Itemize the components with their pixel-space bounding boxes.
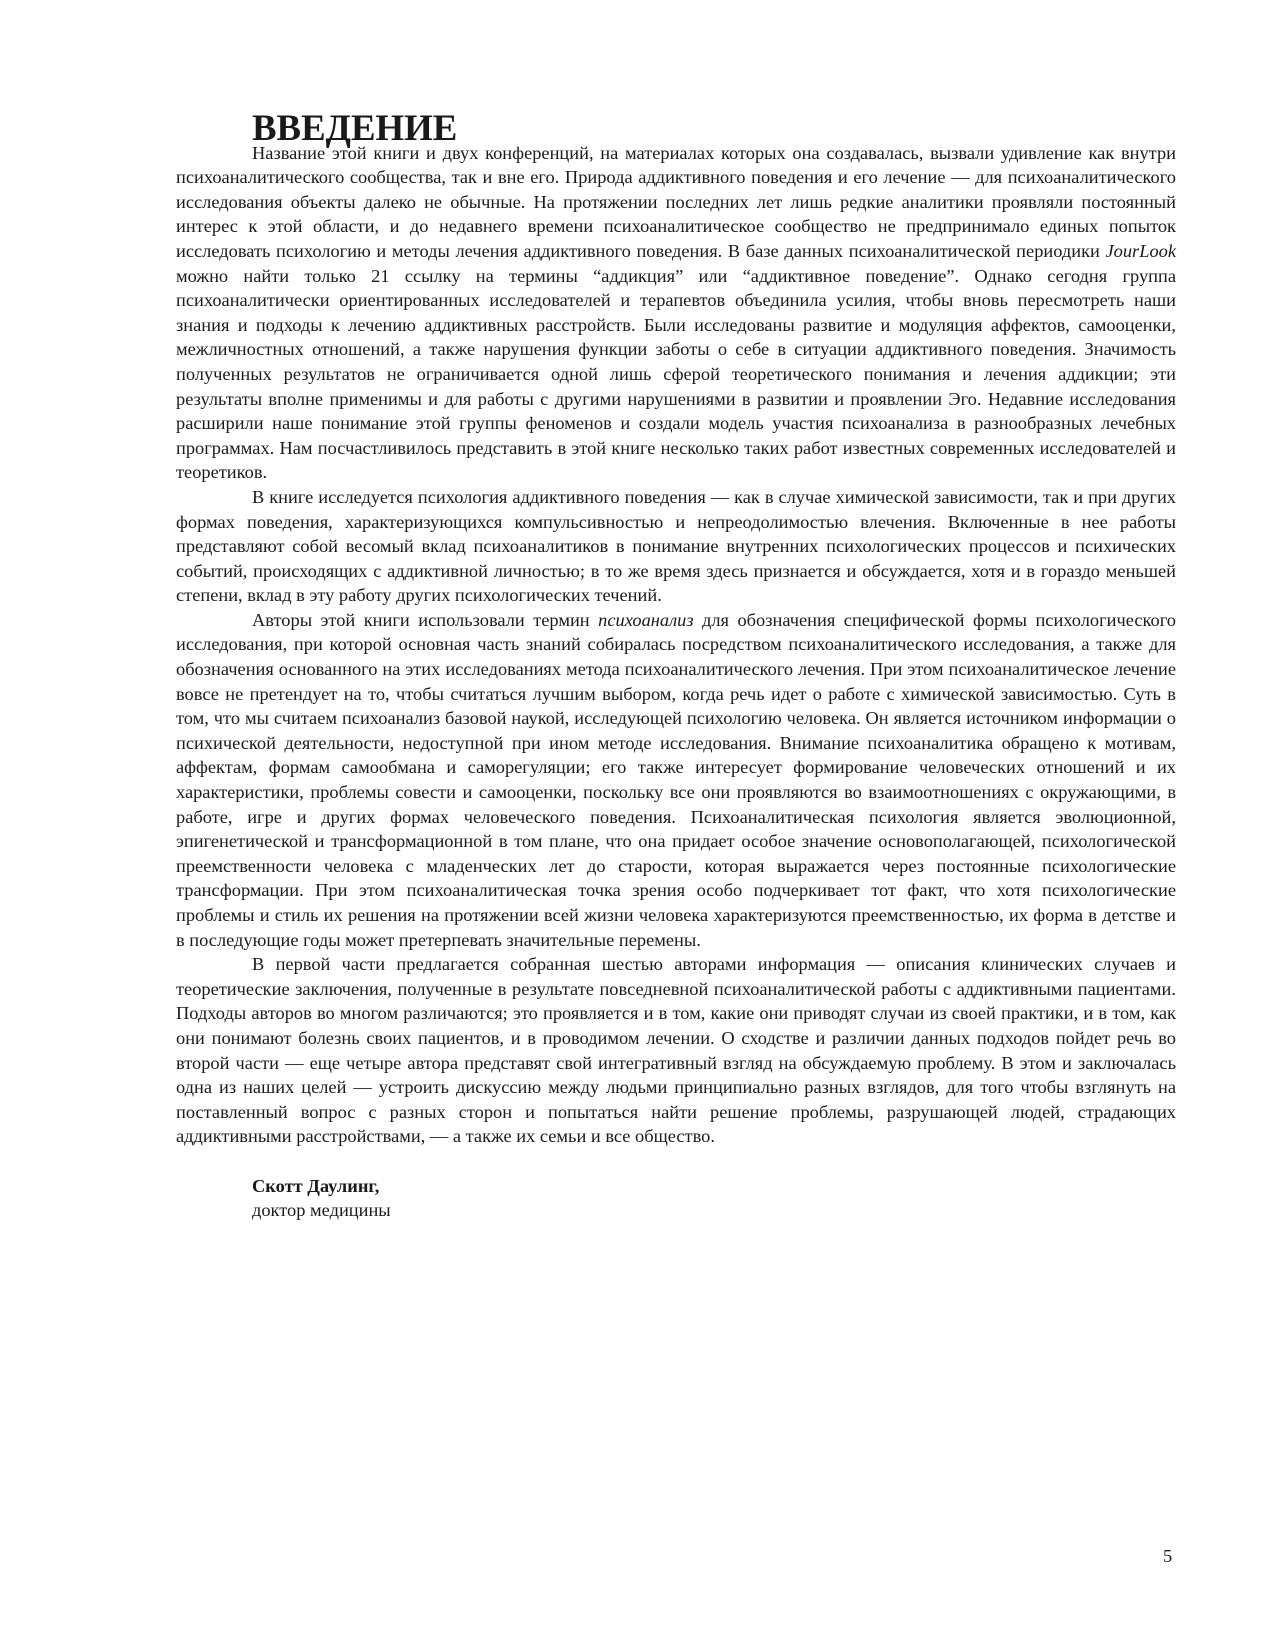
paragraph-text: В первой части предлагается собранная шестью авторами информация — описания клинических случаев и теоретические заключения, полученные в результате повседневной психоаналитической работы с аддиктивными пациентами. Подходы авторов во многом различаются; это проявляется и в том, какие они приводят случаи из своей практики, и в том, как они понимают болезнь своих пациентов, и в проводимом лечении. О сходстве и различии данных подходов пойдет речь во второй части — еще четыре автора представят свой интегративный взгляд на обсуждаемую проблему. В этом и заключалась одна из наших целей — устроить дискуссию между людьми принципиально разных взглядов, для того чтобы взглянуть на поставленный вопрос с разных сторон и попытаться найти решение проблемы, разрушающей людей, страдающих аддиктивными расстройствами, — а также их семьи и все общество. bbox=[176, 954, 1176, 1147]
paragraph-2 bbox=[176, 485, 1176, 608]
paragraph-text: Название этой книги и двух конференций, на материалах которых она создавалась, вызвали удивление как внутри психоаналитического сообщества, так и вне его. Природа аддиктивного поведения и его лечение — для психоаналитического исследования объекты далеко не обычные. На протяжении последних лет лишь редкие аналитики проявляли постоянный интерес к этой области, и до недавнего времени психоаналитическое сообщество не предпринимало единых попыток исследовать психологию и методы лечения аддиктивного поведения. В базе данных психоаналитической периодики bbox=[176, 142, 1176, 261]
paragraph-text: В книге исследуется психология аддиктивного поведения — как в случае химической зависимости, так и при других формах поведения, характеризующихся компульсивностью и непреодолимостью влечения. Включенные в нее работы представляют собой весомый вклад психоаналитиков в понимание внутренних психологических процессов и психических событий, происходящих с аддиктивной личностью; в то же время здесь признается и обсуждается, хотя и в гораздо меньшей степени, вклад в эту работу других психологических течений. bbox=[176, 486, 1176, 606]
paragraph-3 bbox=[176, 608, 1176, 952]
italic-term-psychoanalysis: психоанализ bbox=[598, 609, 694, 630]
paragraph-text: можно найти только 21 ссылку на термины “аддикция” или “аддиктивное поведение”. Однако сегодня группа психоаналитически ориентированных исследователей и терапевтов объединила усилия, чтобы вновь пересмотреть наши знания и подходы к лечению аддиктивных расстройств. Были исследованы развитие и модуляция аффектов, самооценки, межличностных отношений, а также нарушения функции заботы о себе в ситуации аддиктивного поведения. Значимость полученных результатов не ограничивается одной лишь сферой теоретического понимания и лечения аддикции; эти результаты вполне применимы и для работы с другими нарушениями в развитии и проявлении Эго. Недавние исследования расширили наше понимание этой группы феноменов и создали модель участия психоанализа в разнообразных лечебных программах. Нам посчастливилось представить в этой книге несколько таких работ известных современных исследователей и теоретиков. bbox=[176, 265, 1176, 483]
page-number: 5 bbox=[1163, 1546, 1173, 1566]
author-name: Скотт Даулинг, bbox=[252, 1175, 380, 1196]
paragraph-text: для обозначения специфической формы психологического исследования, при которой основная часть знаний собиралась посредством психоаналитического исследования, а также для обозначения основанного на этих исследованиях метода психоаналитического лечения. При этом психоаналитическое лечение вовсе не претендует на то, чтобы считаться лучшим выбором, когда речь идет о работе с химической зависимостью. Суть в том, что мы считаем психоанализ базовой наукой, исследующей психологию человека. Он является источником информации о психической деятельности, недоступной при ином методе исследования. Внимание психоаналитика обращено к мотивам, аффектам, формам самообмана и саморегуляции; его также интересует формирование человеческих отношений и их характеристики, проблемы совести и самооценки, поскольку все они проявляются во взаимоотношениях с окружающими, в работе, игре и других формах человеческого поведения. Психоаналитическая психология является эволюционной, эпигенетической и трансформационной в том плане, что она придает особое значение основополагающей, психологической преемственности человека с младенческих лет до старости, которая выражается через постоянные психологические трансформации. При этом психоаналитическая точка зрения особо подчеркивает тот факт, что хотя психологические проблемы и стиль их решения на протяжении всей жизни человека характеризуются преемственностью, их форма в детстве и в последующие годы может претерпевать значительные перемены. bbox=[176, 609, 1177, 950]
section-heading: ВВЕДЕНИЕ bbox=[252, 107, 458, 148]
document-page bbox=[176, 107, 1177, 1223]
paragraph-1 bbox=[176, 141, 1176, 485]
paragraph-4 bbox=[176, 952, 1176, 1149]
author-title: доктор медицины bbox=[252, 1200, 391, 1221]
paragraph-text: Авторы этой книги использовали термин bbox=[252, 609, 599, 630]
italic-term-jourlook: JourLook bbox=[1105, 240, 1176, 261]
signature-block bbox=[176, 1174, 1176, 1223]
